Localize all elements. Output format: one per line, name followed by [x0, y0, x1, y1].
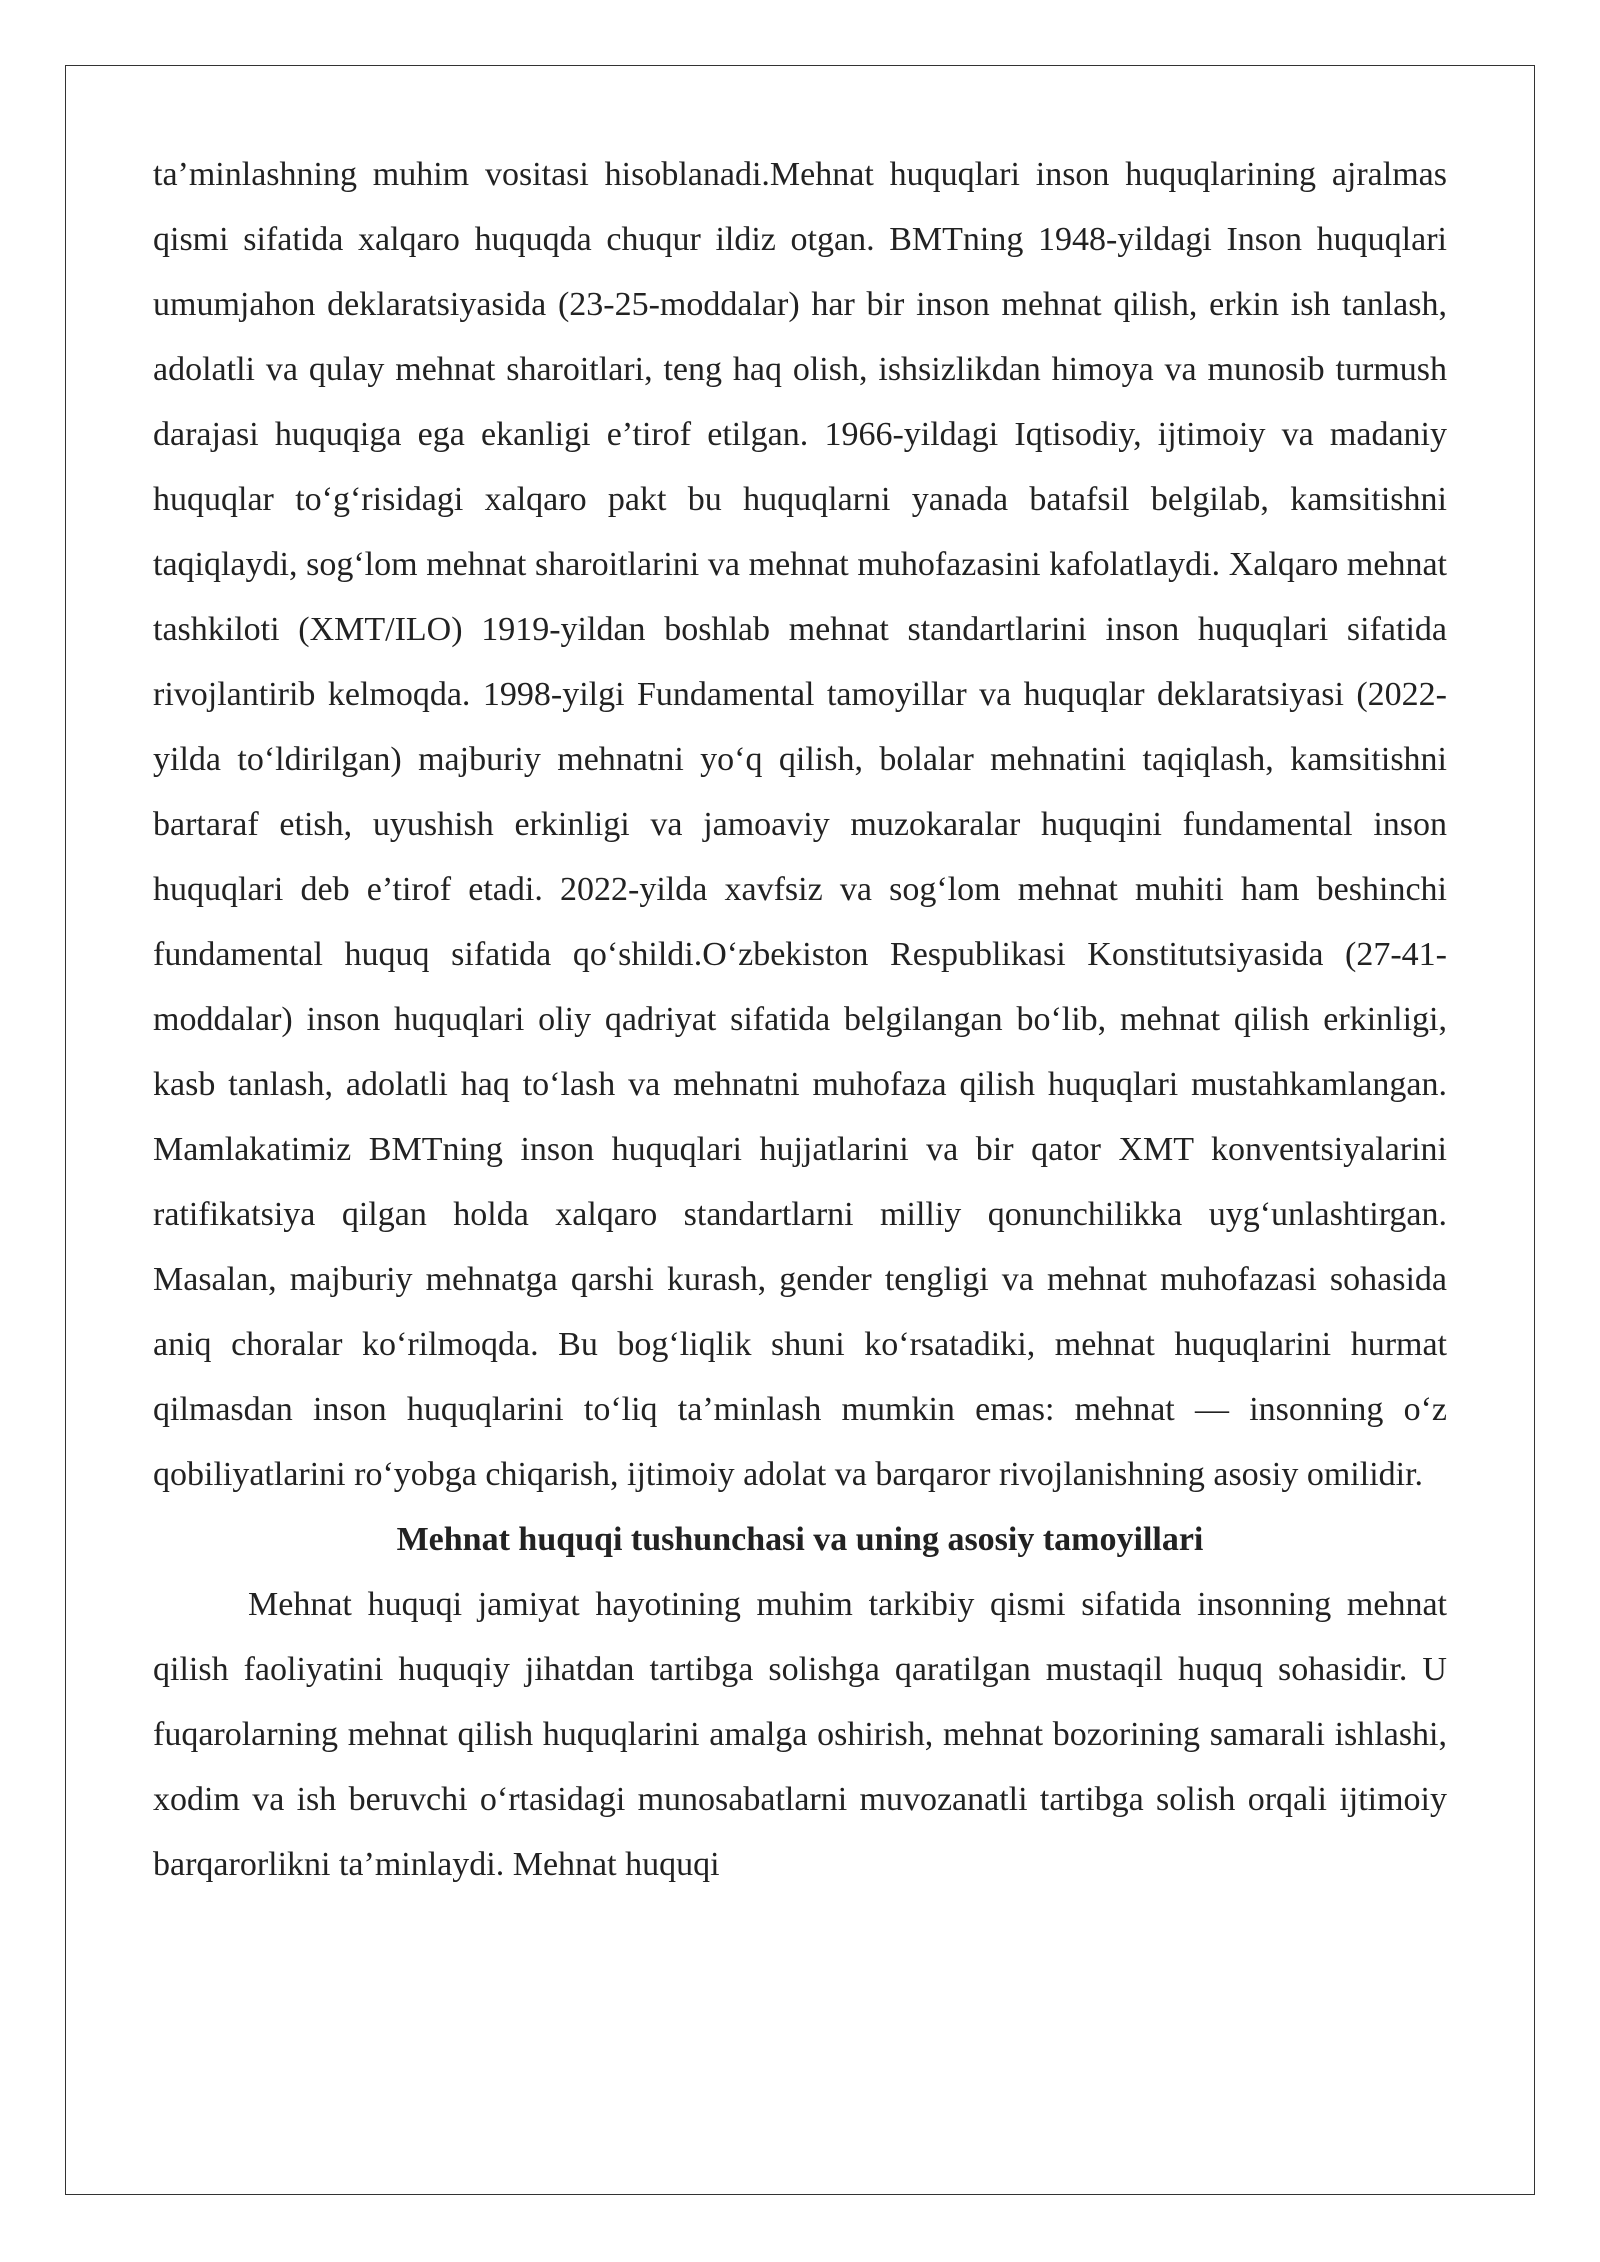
body-paragraph: ta’minlashning muhim vositasi hisoblanadi.Mehnat huquqlari inson huquqlarining ajralmas qismi sifatida xalqaro huquqda chuqur ildiz otgan. BMTning 1948-yildagi Inson huquqlari umumjahon deklaratsiyasida (23-25-moddalar) har bir inson mehnat qilish, erkin ish tanlash, adolatli va qulay mehnat sharoitlari, teng haq olish, ishsizlikdan himoya va munosib turmush darajasi huquqiga ega ekanligi e’tirof etilgan. 1966-yildagi Iqtisodiy, ijtimoiy va madaniy huquqlar to‘g‘risidagi xalqaro pakt bu huquqlarni yanada batafsil belgilab, kamsitishni taqiqlaydi, sog‘lom mehnat sharoitlarini va mehnat muhofazasini kafolatlaydi. Xalqaro mehnat tashkiloti (XMT/ILO) 1919-yildan boshlab mehnat standartlarini inson huquqlari sifatida rivojlantirib kelmoqda. 1998-yilgi Fundamental tamoyillar va huquqlar deklaratsiyasi (2022-yilda to‘ldirilgan) majburiy mehnatni yo‘q qilish, bolalar mehnatini taqiqlash, kamsitishni bartaraf etish, uyushish erkinligi va jamoaviy muzokaralar huquqini fundamental inson huquqlari deb e’tirof etadi. 2022-yilda xavfsiz va sog‘lom mehnat muhiti ham beshinchi fundamental huquq sifatida qo‘shildi.O‘zbekiston Respublikasi Konstitutsiyasida (27-41-moddalar) inson huquqlari oliy qadriyat sifatida belgilangan bo‘lib, mehnat qilish erkinligi, kasb tanlash, adolatli haq to‘lash va mehnatni muhofaza qilish huquqlari mustahkamlangan. Mamlakatimiz BMTning inson huquqlari hujjatlarini va bir qator XMT konventsiyalarini ratifikatsiya qilgan holda xalqaro standartlarni milliy qonunchilikka uyg‘unlashtirgan. Masalan, majburiy mehnatga qarshi kurash, gender tengligi va mehnat muhofazasi sohasida aniq choralar ko‘rilmoqda. Bu bog‘liqlik shuni ko‘rsatadiki, mehnat huquqlarini hurmat qilmasdan inson huquqlarini to‘liq ta’minlash mumkin emas: mehnat — insonning o‘z qobiliyatlarini ro‘yobga chiqarish, ijtimoiy adolat va barqaror rivojlanishning asosiy omilidir.	[153, 156, 1447, 1493]
section-heading: Mehnat huquqi tushunchasi va uning asosiy tamoyillari	[396, 1521, 1204, 1558]
document-body	[153, 142, 1447, 1897]
body-paragraph-after-heading: Mehnat huquqi jamiyat hayotining muhim tarkibiy qismi sifatida insonning mehnat qilish faoliyatini huquqiy jihatdan tartibga solishga qaratilgan mustaqil huquq sohasidir. U fuqarolarning mehnat qilish huquqlarini amalga oshirish, mehnat bozorining samarali ishlashi, xodim va ish beruvchi o‘rtasidagi munosabatlarni muvozanatli tartibga solish orqali ijtimoiy barqarorlikni ta’minlaydi. Mehnat huquqi	[153, 1586, 1447, 1883]
